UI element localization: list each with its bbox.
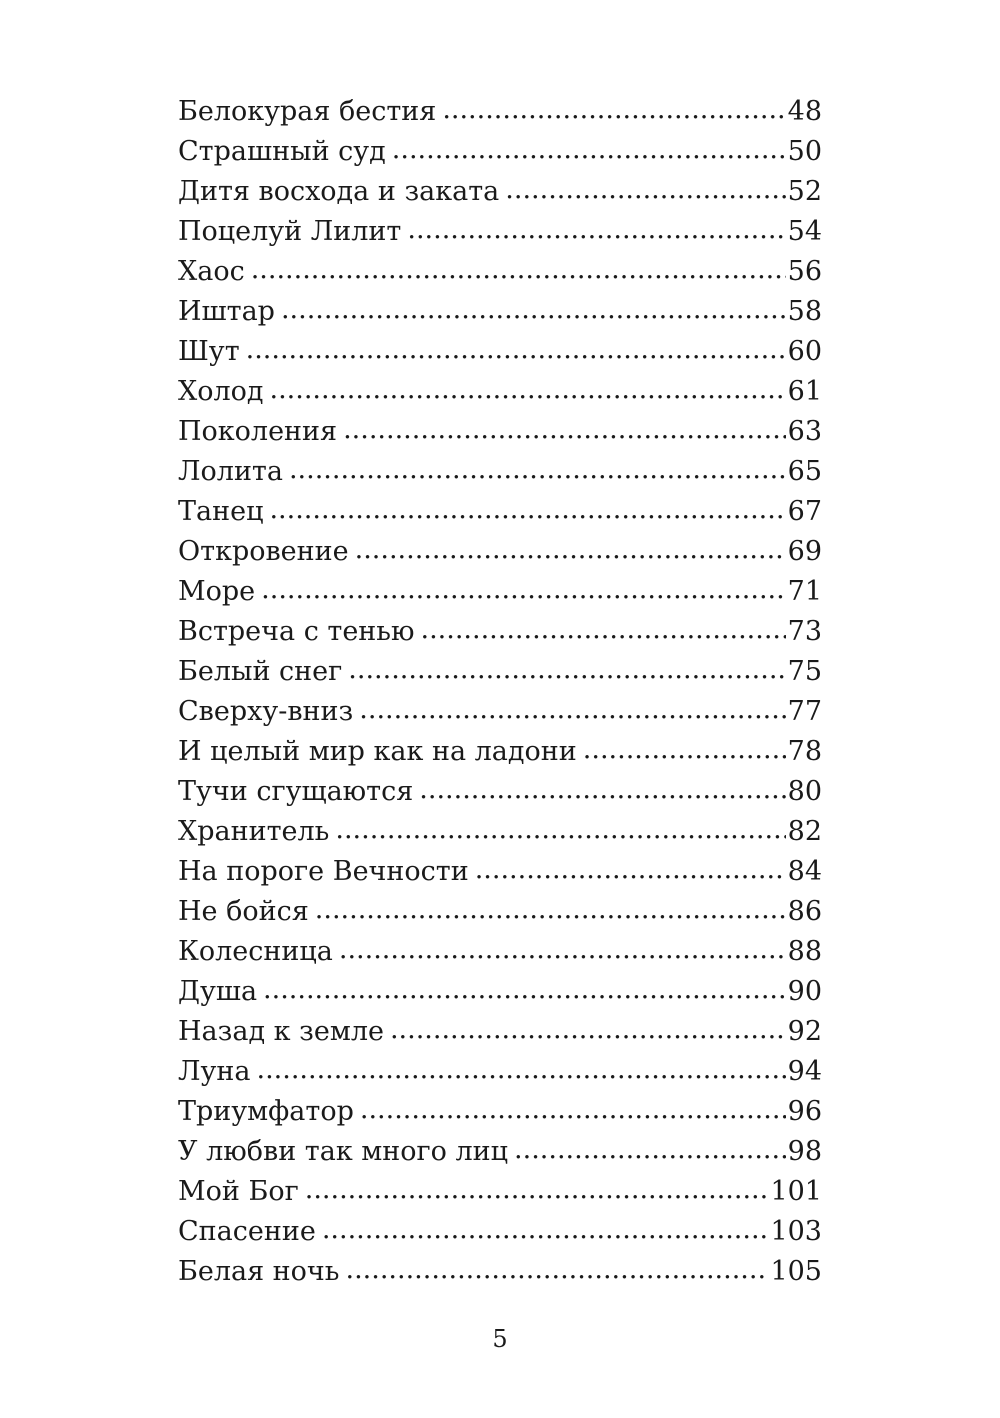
toc-entry-title: На пороге Вечности (178, 856, 469, 887)
toc-entry-title: Холод (178, 376, 264, 407)
toc-dot-leader (392, 130, 786, 170)
toc-entry-title: Мой Бог (178, 1176, 299, 1207)
toc-entry (178, 532, 822, 572)
toc-entry (178, 332, 822, 372)
toc-entry-page: 73 (787, 616, 822, 647)
toc-entry-page: 69 (787, 536, 822, 567)
toc-entry-title: Не бойся (178, 896, 309, 927)
toc-entry (178, 92, 822, 132)
toc-dot-leader (419, 770, 785, 810)
toc-entry-title: Луна (178, 1056, 251, 1087)
toc-entry-title: Дитя восхода и заката (178, 176, 500, 207)
toc-entry (178, 692, 822, 732)
toc-entry-page: 88 (787, 936, 822, 967)
toc-entry-title: Назад к земле (178, 1016, 384, 1047)
toc-entry (178, 612, 822, 652)
toc-entry-page: 61 (787, 376, 822, 407)
toc-entry-page: 94 (787, 1056, 822, 1087)
toc-entry (178, 252, 822, 292)
toc-entry (178, 812, 822, 852)
toc-dot-leader (269, 490, 785, 530)
toc-entry-title: Море (178, 576, 256, 607)
toc-entry-page: 58 (787, 296, 822, 327)
page-number: 5 (492, 1325, 508, 1353)
toc-entry-title: Хранитель (178, 816, 330, 847)
toc-entry (178, 1252, 822, 1292)
toc-entry-page: 56 (787, 256, 822, 287)
toc-entry (178, 172, 822, 212)
toc-entry-title: У любви так много лиц (178, 1136, 509, 1167)
toc-entry (178, 972, 822, 1012)
toc-entry-title: Белая ночь (178, 1256, 340, 1287)
toc-entry-page: 48 (787, 96, 822, 127)
toc-dot-leader (246, 330, 786, 370)
toc-dot-leader (289, 450, 786, 490)
toc-entry-page: 80 (787, 776, 822, 807)
toc-entry-title: Лолита (178, 456, 283, 487)
toc-entry (178, 932, 822, 972)
toc-dot-leader (251, 250, 786, 290)
toc-entry-page: 96 (787, 1096, 822, 1127)
toc-entry-page: 105 (770, 1256, 822, 1287)
toc-entry (178, 852, 822, 892)
toc-dot-leader (359, 690, 785, 730)
toc-entry (178, 492, 822, 532)
toc-dot-leader (442, 90, 785, 130)
toc-dot-leader (270, 370, 786, 410)
toc-entry-title: Сверху-вниз (178, 696, 354, 727)
toc-dot-leader (355, 530, 786, 570)
toc-entry-title: Поколения (178, 416, 338, 447)
toc-dot-leader (322, 1210, 769, 1250)
toc-dot-leader (335, 810, 785, 850)
toc-entry (178, 212, 822, 252)
toc-entry (178, 292, 822, 332)
toc-entry-title: Хаос (178, 256, 245, 287)
toc-dot-leader (305, 1170, 769, 1210)
toc-dot-leader (505, 170, 785, 210)
toc-entry (178, 1132, 822, 1172)
toc-entry-page: 71 (787, 576, 822, 607)
toc-entry-page: 98 (787, 1136, 822, 1167)
toc-entry-page: 101 (770, 1176, 822, 1207)
toc-entry-page: 86 (787, 896, 822, 927)
toc-entry-title: Триумфатор (178, 1096, 354, 1127)
toc-dot-leader (343, 410, 786, 450)
toc-entry-page: 60 (787, 336, 822, 367)
toc-entry-page: 103 (770, 1216, 822, 1247)
toc-dot-leader (346, 1250, 769, 1290)
toc-entry-title: Тучи сгущаются (178, 776, 414, 807)
toc-dot-leader (257, 1050, 786, 1090)
toc-dot-leader (315, 890, 786, 930)
toc-entry-title: Откровение (178, 536, 349, 567)
toc-entry (178, 452, 822, 492)
toc-dot-leader (583, 730, 786, 770)
toc-entry-page: 90 (787, 976, 822, 1007)
toc-dot-leader (339, 930, 786, 970)
toc-dot-leader (390, 1010, 786, 1050)
toc-entry (178, 1172, 822, 1212)
toc-entry-page: 77 (787, 696, 822, 727)
toc-entry (178, 892, 822, 932)
toc-entry (178, 1092, 822, 1132)
toc-dot-leader (475, 850, 786, 890)
toc-dot-leader (421, 610, 786, 650)
toc-entry-page: 78 (787, 736, 822, 767)
toc-entry-title: Иштар (178, 296, 275, 327)
toc-dot-leader (281, 290, 786, 330)
toc-entry-title: Поцелуй Лилит (178, 216, 402, 247)
toc-entry-title: Душа (178, 976, 258, 1007)
toc-entry (178, 732, 822, 772)
toc-entry (178, 1052, 822, 1092)
toc-entry (178, 652, 822, 692)
toc-entry-page: 92 (787, 1016, 822, 1047)
toc-entry-title: Танец (178, 496, 264, 527)
toc-entry-title: Белокурая бестия (178, 96, 437, 127)
table-of-contents (178, 92, 822, 1292)
toc-entry (178, 412, 822, 452)
toc-entry (178, 1012, 822, 1052)
toc-entry-title: Страшный суд (178, 136, 386, 167)
toc-entry-page: 54 (787, 216, 822, 247)
toc-dot-leader (261, 570, 785, 610)
toc-entry (178, 372, 822, 412)
toc-entry-title: Белый снег (178, 656, 343, 687)
toc-entry-title: Встреча с тенью (178, 616, 415, 647)
toc-entry-page: 63 (787, 416, 822, 447)
toc-entry-page: 52 (787, 176, 822, 207)
toc-dot-leader (360, 1090, 786, 1130)
toc-entry-title: Колесница (178, 936, 333, 967)
toc-dot-leader (263, 970, 786, 1010)
toc-entry (178, 572, 822, 612)
toc-dot-leader (514, 1130, 786, 1170)
toc-entry (178, 772, 822, 812)
toc-entry (178, 132, 822, 172)
toc-entry-page: 50 (787, 136, 822, 167)
toc-dot-leader (348, 650, 785, 690)
toc-entry-page: 65 (787, 456, 822, 487)
toc-dot-leader (407, 210, 785, 250)
toc-entry-page: 75 (787, 656, 822, 687)
toc-entry-title: Шут (178, 336, 240, 367)
toc-entry-page: 82 (787, 816, 822, 847)
toc-entry-title: Спасение (178, 1216, 316, 1247)
toc-entry-title: И целый мир как на ладони (178, 736, 577, 767)
toc-entry-page: 67 (787, 496, 822, 527)
toc-entry (178, 1212, 822, 1252)
toc-entry-page: 84 (787, 856, 822, 887)
